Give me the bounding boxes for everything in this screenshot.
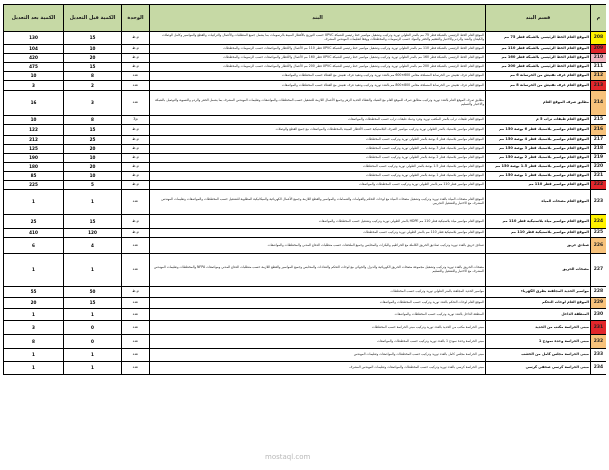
row-description: الموقع العام طبقات تراب بالمتر المكعب توريد وفرد ودمك طبقات تراب حسب المخططات والمواصفات <box>150 116 486 125</box>
row-unit: م.ط <box>122 45 150 54</box>
row-number: 225 <box>591 229 607 238</box>
row-section: الموقع العام مواسير بلاستيك قطر 1 بوصة 150 مم <box>486 172 591 181</box>
row-section: الموقع العام غرف تفتيش من الخرسانة 8 مم <box>486 81 591 91</box>
row-qty-after: 16 <box>4 91 64 116</box>
row-description: الموقع العام مواسير مياه بلاستيكية قطر 110 مم HDPE بالمتر الطولي توريد وتركيب وتشغيل حسب المخططات والمواصفات <box>150 215 486 229</box>
row-qty-before: 10 <box>64 45 122 54</box>
row-number: 210 <box>591 54 607 63</box>
row-number: 216 <box>591 125 607 136</box>
row-qty-after: 420 <box>4 54 64 63</box>
row-unit: عدد <box>122 91 150 116</box>
header-item: البند <box>150 5 486 32</box>
row-section: الموقع العام مضخات المياه <box>486 190 591 215</box>
row-unit: عدد <box>122 362 150 375</box>
row-description: الموقع العام مواسير بلاستيك قطر 4 بوصة بالمتر الطولي توريد وتركيب حسب المخططات <box>150 136 486 145</box>
header-unit: الوحدة <box>122 5 150 32</box>
row-number: 213 <box>591 81 607 91</box>
row-number: 223 <box>591 190 607 215</box>
table-row <box>4 172 607 181</box>
row-number: 231 <box>591 321 607 335</box>
row-description: مطابق صرف الموقع العام بالعدد توريد وتركيب مطابق صرف للموقع العام مع الشبك والغطاء الحديد الزهر وجميع الأعمال اللازمة للتشغيل حسب المخططات والمواصفات وتعليمات المهندس المشرف بما يشمل الحفر والردم والتسوية والتوصيل بالشبكة والاختبار والتسليم <box>150 91 486 116</box>
row-unit: م.ط <box>122 125 150 136</box>
table-body <box>4 32 607 375</box>
table-row <box>4 309 607 321</box>
row-section: الموقع العام الخط الرئيسي بالشبكة قطر 75 مم <box>486 32 591 45</box>
row-section: الموقع العام الخط الرئيسي بالشبكة قطر 200 مم <box>486 63 591 72</box>
row-qty-after: 1 <box>4 254 64 287</box>
row-unit: م.ط <box>122 181 150 190</box>
row-description: مواسير الحديد المجلفنة بالمتر الطولي توريد وتركيب حسب المخططات <box>150 287 486 298</box>
row-number: 212 <box>591 72 607 81</box>
row-qty-before: 1 <box>64 190 122 215</box>
row-qty-before: 10 <box>64 172 122 181</box>
row-unit: عدد <box>122 321 150 335</box>
row-qty-before: 1 <box>64 309 122 321</box>
table-row <box>4 298 607 309</box>
row-number: 227 <box>591 254 607 287</box>
row-number: 230 <box>591 309 607 321</box>
row-qty-after: 410 <box>4 229 64 238</box>
row-number: 228 <box>591 287 607 298</box>
row-description: الموقع العام الخط الرئيسي بالشبكة قطر 110 مم بالمتر الطولي توريد وتركيب وتشغيل مواسير خط رئيسي للشبكة UPVC قطر 110 مم الأعمال والأقطار والمواصفات حسب الرسومات والمخططات <box>150 45 486 54</box>
row-description: الموقع العام مواسير بلاستيك قطر 1 بوصة بالمتر الطولي توريد وتركيب حسب المخططات <box>150 172 486 181</box>
row-description: الموقع العام غرف تفتيش من الخرسانة المسلحة مقاس 600×600 مم بالعدد توريد وتركيب وتنفيذ غرف تفتيش مع الغطاء حسب المخططات والمواصفات <box>150 72 486 81</box>
row-section: الموقع العام مواسير بلاستيكية قطر 110 مم <box>486 229 591 238</box>
boq-sheet <box>3 4 606 466</box>
row-unit: عدد <box>122 190 150 215</box>
row-qty-before: 15 <box>64 125 122 136</box>
row-description: صنادق حريق بالعدد توريد وتركيب صناديق الحريق الكاملة مع الخراطيم والبكرات والمحابس وجميع الملحقات حسب متطلبات الدفاع المدني والمخططات والمواصفات <box>150 238 486 254</box>
row-qty-after: 1 <box>4 349 64 362</box>
row-qty-before: 15 <box>64 63 122 72</box>
row-description: الموقع العام الخط الرئيسي بالشبكة قطر 200 مم بالمتر الطولي توريد وتركيب وتشغيل مواسير خط رئيسي للشبكة UPVC قطر 200 مم الأعمال والأقطار والمواصفات حسب الرسومات والمخططات <box>150 63 486 72</box>
row-unit: م.ط <box>122 145 150 154</box>
row-number: 226 <box>591 238 607 254</box>
row-number: 209 <box>591 45 607 54</box>
row-number: 208 <box>591 32 607 45</box>
row-qty-after: 10 <box>4 72 64 81</box>
table-row <box>4 238 607 254</box>
table-row <box>4 81 607 91</box>
row-unit: م.ط <box>122 63 150 72</box>
row-qty-after: 130 <box>4 32 64 45</box>
table-row <box>4 362 607 375</box>
row-description: الموقع العام لوحات التحكم بالعدد توريد وتركيب حسب المخططات والمواصفات <box>150 298 486 309</box>
table-row <box>4 145 607 154</box>
row-section: الموقع العام مواسير بلاستيك قطر 1.5 بوصة 150 مم <box>486 163 591 172</box>
table-row <box>4 349 607 362</box>
header-qty-after: الكمية بعد التعديل <box>4 5 64 32</box>
row-section: الموقع العام غرف تفتيش من الخرسانة 6 مم <box>486 72 591 81</box>
row-qty-after: 225 <box>4 181 64 190</box>
row-qty-before: 0 <box>64 321 122 335</box>
row-section: الموقع العام مواسير بلاستيك قطر 3 بوصة 150 مم <box>486 145 591 154</box>
table-row <box>4 335 607 349</box>
row-unit: م.ط <box>122 163 150 172</box>
row-qty-before: 4 <box>64 238 122 254</box>
row-unit: م3 <box>122 116 150 125</box>
row-qty-after: 122 <box>4 125 64 136</box>
table-row <box>4 63 607 72</box>
row-section: الموقع العام مواسير بلاستيك قطر 2 بوصة 150 مم <box>486 154 591 163</box>
row-qty-after: 212 <box>4 136 64 145</box>
row-qty-after: 1 <box>4 190 64 215</box>
table-row <box>4 136 607 145</box>
row-qty-before: 120 <box>64 229 122 238</box>
row-qty-after: 20 <box>4 298 64 309</box>
row-description: مضخات الحريق بالعدد توريد وتركيب وتشغيل مجموعة مضخات الحريق الكهربائية والديزل والجوكي مع لوحات التحكم والعدادات والمحابس وجميع المواسير والقطع اللازمة حسب متطلبات الدفاع المدني ومواصفات NFPA والمخططات وتعليمات المهندس المشرف مع الاختبار والتشغيل والتسليم <box>150 254 486 287</box>
row-description: الموقع العام مواسير بلاستيك قطر 3 بوصة بالمتر الطولي توريد وتركيب حسب المخططات <box>150 145 486 154</box>
row-qty-after: 1 <box>4 362 64 375</box>
row-description: الموقع العام غرف تفتيش من الخرسانة المسلحة مقاس 800×800 مم بالعدد توريد وتركيب وتنفيذ غرف تفتيش مع الغطاء حسب المخططات والمواصفات <box>150 81 486 91</box>
row-number: 222 <box>591 181 607 190</box>
row-number: 224 <box>591 215 607 229</box>
row-unit: عدد <box>122 238 150 254</box>
header-section: قسم البند <box>486 5 591 32</box>
row-section: صنادق حريق <box>486 238 591 254</box>
row-qty-before: 8 <box>64 116 122 125</box>
row-section: الموقع العام مواسير بلاستيك قطر 6 بوصة 150 مم <box>486 125 591 136</box>
table-row <box>4 125 607 136</box>
row-unit: عدد <box>122 81 150 91</box>
table-row <box>4 54 607 63</box>
table-row <box>4 181 607 190</box>
table-row <box>4 321 607 335</box>
row-description: الموقع العام مواسير بلاستيك قطر 2 بوصة بالمتر الطولي توريد وتركيب حسب المخططات <box>150 154 486 163</box>
row-description: مبنى الحراسة مكتب من الحديد بالعدد توريد وتركيب مبنى الحراسة حسب المخططات <box>150 321 486 335</box>
row-description: الموقع العام الخط الرئيسي بالشبكة قطر 75 مم بالمتر الطولي توريد وتركيب وتشغيل مواسير خط رئيسي للشبكة UPVC حسب التوزيع بالأقطار المبينة بالرسومات بما يشمل جميع المتطلبات والأعمال والتركيبات والقطع والمواسير وكامل الوصلات والكيعان والشد والردم والاختبار والتعقيم والحفر والمواد حسب الرسومات والمخططات ووفقا لتعليمات المهندس المشرف <box>150 32 486 45</box>
row-section: مطابق صرف الموقع العام <box>486 91 591 116</box>
row-number: 229 <box>591 298 607 309</box>
header-row <box>4 5 607 32</box>
row-qty-after: 3 <box>4 321 64 335</box>
row-qty-before: 15 <box>64 298 122 309</box>
row-section: الموقع العام الخط الرئيسي بالشبكة قطر 160 مم <box>486 54 591 63</box>
row-description: الموقع العام مواسير بلاستيك بالمتر الطولي توريد وتركيب مواسير الصرف البلاستيكية حسب الأقطار المبينة بالمخططات والمواصفات مع جميع القطع والوصلات <box>150 125 486 136</box>
row-qty-before: 0 <box>64 335 122 349</box>
row-qty-after: 85 <box>4 172 64 181</box>
table-row <box>4 229 607 238</box>
row-description: الموقع العام الخط الرئيسي بالشبكة قطر 160 مم بالمتر الطولي توريد وتركيب وتشغيل مواسير خط رئيسي للشبكة UPVC قطر 160 مم الأعمال والأقطار والمواصفات حسب الرسومات والمخططات <box>150 54 486 63</box>
table-row <box>4 190 607 215</box>
row-description: الموقع العام مواسير بلاستيكية قطر 110 مم بالمتر الطولي توريد وتركيب حسب المخططات <box>150 229 486 238</box>
row-qty-after: 10 <box>4 116 64 125</box>
row-unit: م.ط <box>122 287 150 298</box>
table-row <box>4 163 607 172</box>
row-description: الموقع العام مضخات المياه بالعدد توريد وتركيب وتشغيل مضخات المياه مع لوحات التحكم والعوامات والصمامات والمواسير والقطع اللازمة وجميع الأعمال الكهربائية والميكانيكية المطلوبة للتشغيل حسب المخططات والمواصفات وتعليمات المهندس المشرف مع الاختبار والتشغيل التجريبي <box>150 190 486 215</box>
row-qty-before: 20 <box>64 145 122 154</box>
row-section: الموقع العام لوحات التحكم <box>486 298 591 309</box>
table-row <box>4 72 607 81</box>
watermark: mostaql.com <box>265 453 311 461</box>
row-number: 215 <box>591 116 607 125</box>
row-qty-before: 5 <box>64 181 122 190</box>
header-m: م <box>591 5 607 32</box>
row-number: 220 <box>591 163 607 172</box>
row-description: مبنى الحراسة مجلس كامل بالعدد توريد وتركيب حسب المخططات والمواصفات وتعليمات المهندس <box>150 349 486 362</box>
row-section: مبنى الحراسة مجلس كامل من الخشب <box>486 349 591 362</box>
row-unit: م.ط <box>122 172 150 181</box>
row-section: مواسير الحديد المجلفنة بطرق الكهرباء <box>486 287 591 298</box>
row-description: مبنى الحراسة وحدة نموذج 1 بالعدد توريد وتركيب حسب المخططات والمواصفات <box>150 335 486 349</box>
row-qty-after: 104 <box>4 45 64 54</box>
row-unit: عدد <box>122 298 150 309</box>
row-qty-after: 190 <box>4 154 64 163</box>
row-section: الموقع العام مواسير مياه بلاستيكية قطر 110 مم <box>486 215 591 229</box>
boq-table <box>3 4 606 375</box>
row-qty-before: 20 <box>64 163 122 172</box>
row-section: مبنى الحراسة كرسي صحفي كرسي <box>486 362 591 375</box>
table-row <box>4 287 607 298</box>
row-qty-after: 55 <box>4 287 64 298</box>
row-qty-after: 6 <box>4 238 64 254</box>
row-qty-after: 8 <box>4 335 64 349</box>
table-row <box>4 116 607 125</box>
row-qty-before: 2 <box>64 81 122 91</box>
row-qty-before: 15 <box>64 32 122 45</box>
row-qty-before: 10 <box>64 154 122 163</box>
row-qty-after: 25 <box>4 215 64 229</box>
row-section: مضخات الحريق <box>486 254 591 287</box>
row-unit: م.ط <box>122 136 150 145</box>
row-unit: م.ط <box>122 154 150 163</box>
row-description: الموقع العام مواسير بلاستيك قطر 1.5 بوصة بالمتر الطولي توريد وتركيب حسب المخططات <box>150 163 486 172</box>
table-row <box>4 154 607 163</box>
row-section: المنطقة الداخل <box>486 309 591 321</box>
row-qty-before: 15 <box>64 215 122 229</box>
row-unit: عدد <box>122 254 150 287</box>
row-section: مبنى الحراسة مكتب من الحديد <box>486 321 591 335</box>
row-unit: م.ط <box>122 54 150 63</box>
row-qty-before: 1 <box>64 254 122 287</box>
row-number: 218 <box>591 145 607 154</box>
header-qty-before: الكمية قبل التعديل <box>64 5 122 32</box>
table-row <box>4 215 607 229</box>
row-qty-after: 180 <box>4 163 64 172</box>
row-qty-after: 1 <box>4 309 64 321</box>
row-unit: عدد <box>122 309 150 321</box>
row-qty-before: 1 <box>64 362 122 375</box>
row-qty-before: 8 <box>64 72 122 81</box>
row-description: المنطقة الداخل بالعدد توريد وتركيب حسب المخططات والمواصفات <box>150 309 486 321</box>
table-row <box>4 254 607 287</box>
row-number: 214 <box>591 91 607 116</box>
row-unit: م.ط <box>122 215 150 229</box>
table-row <box>4 32 607 45</box>
row-qty-after: 475 <box>4 63 64 72</box>
row-qty-after: 3 <box>4 81 64 91</box>
row-unit: عدد <box>122 349 150 362</box>
row-number: 221 <box>591 172 607 181</box>
row-section: الموقع العام مواسير قطر 110 مم <box>486 181 591 190</box>
row-description: الموقع العام مواسير قطر 110 مم بالمتر الطولي توريد وتركيب حسب المخططات والمواصفات <box>150 181 486 190</box>
row-description: مبنى الحراسة كرسي بالعدد توريد وتركيب حسب المخططات والمواصفات وتعليمات المهندس المشرف <box>150 362 486 375</box>
table-row <box>4 91 607 116</box>
row-number: 233 <box>591 349 607 362</box>
row-section: الموقع العام طبقات تراب 5 م <box>486 116 591 125</box>
row-section: مبنى الحراسة وحدة نموذج 1 <box>486 335 591 349</box>
row-number: 219 <box>591 154 607 163</box>
table-row <box>4 45 607 54</box>
row-unit: م.ط <box>122 32 150 45</box>
row-section: الموقع العام الخط الرئيسي بالشبكة قطر 110 مم <box>486 45 591 54</box>
row-number: 232 <box>591 335 607 349</box>
row-qty-after: 125 <box>4 145 64 154</box>
row-section: الموقع العام مواسير بلاستيك قطر 4 بوصة 150 مم <box>486 136 591 145</box>
row-number: 234 <box>591 362 607 375</box>
row-unit: عدد <box>122 335 150 349</box>
row-qty-before: 20 <box>64 54 122 63</box>
row-qty-before: 50 <box>64 287 122 298</box>
row-qty-before: 25 <box>64 136 122 145</box>
row-unit: عدد <box>122 72 150 81</box>
row-number: 211 <box>591 63 607 72</box>
row-unit: م.ط <box>122 229 150 238</box>
row-number: 217 <box>591 136 607 145</box>
row-qty-before: 1 <box>64 349 122 362</box>
row-qty-before: 3 <box>64 91 122 116</box>
